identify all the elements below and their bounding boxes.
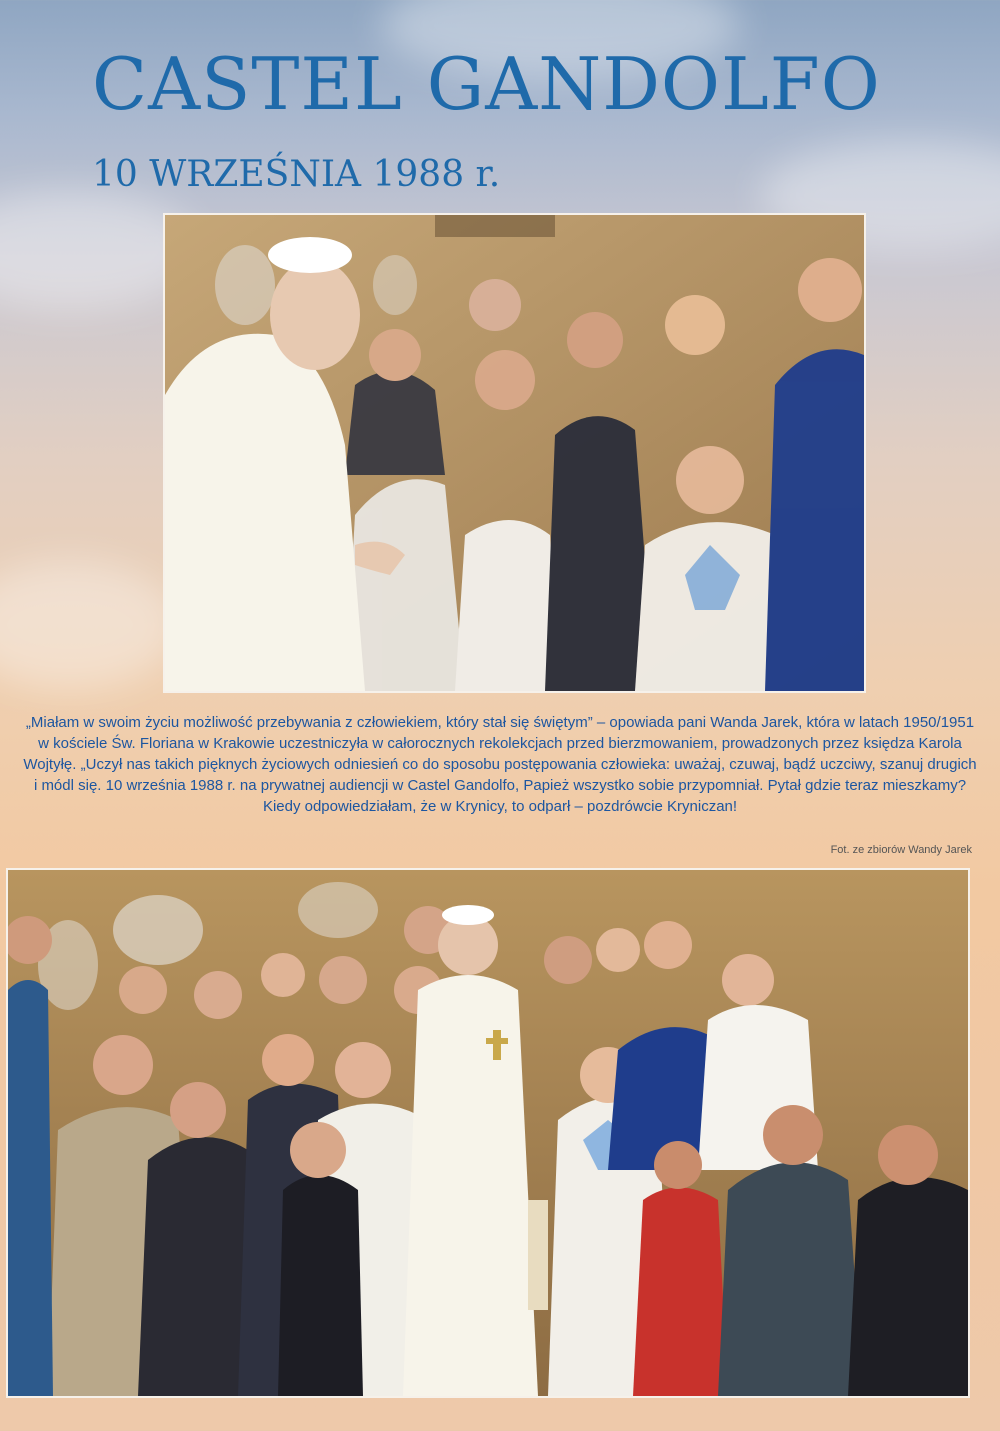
sky-cloud [0,560,180,690]
poster-title: CASTEL GANDOLFO [92,42,881,126]
poster-date: 10 WRZEŚNIA 1988 r. [92,154,501,195]
audience-photo-top-illustration [165,215,864,691]
audience-photo-bottom [6,868,970,1398]
photo-credit: Fot. ze zbiorów Wandy Jarek [830,844,972,856]
quote-paragraph: „Miałam w swoim życiu możliwość przebywania z człowiekiem, który stał się świętym” – opowiada pani Wanda Jarek, która w latach 1950/1951 w kościele Św. Floriana w Krakowie uczestniczyła w całorocznych rekolekcjach przed bierzmowaniem, prowadzonych przez księdza Karola Wojtyłę. „Uczył nas takich pięknych życiowych odniesień co do sposobu postępowania człowieka: uważaj, czuwaj, bądź uczciwy, szanuj drugich i módl się. 10 września 1988 r. na prywatnej audiencji w Castel Gandolfo, Papież wszystko sobie przypomniał. Pytał gdzie teraz mieszkamy? Kiedy odpowiedziałam, że w Krynicy, to odparł – pozdrówcie Kryniczan! [23,714,977,815]
audience-photo-bottom-illustration [8,870,968,1396]
audience-photo-top [163,213,866,693]
